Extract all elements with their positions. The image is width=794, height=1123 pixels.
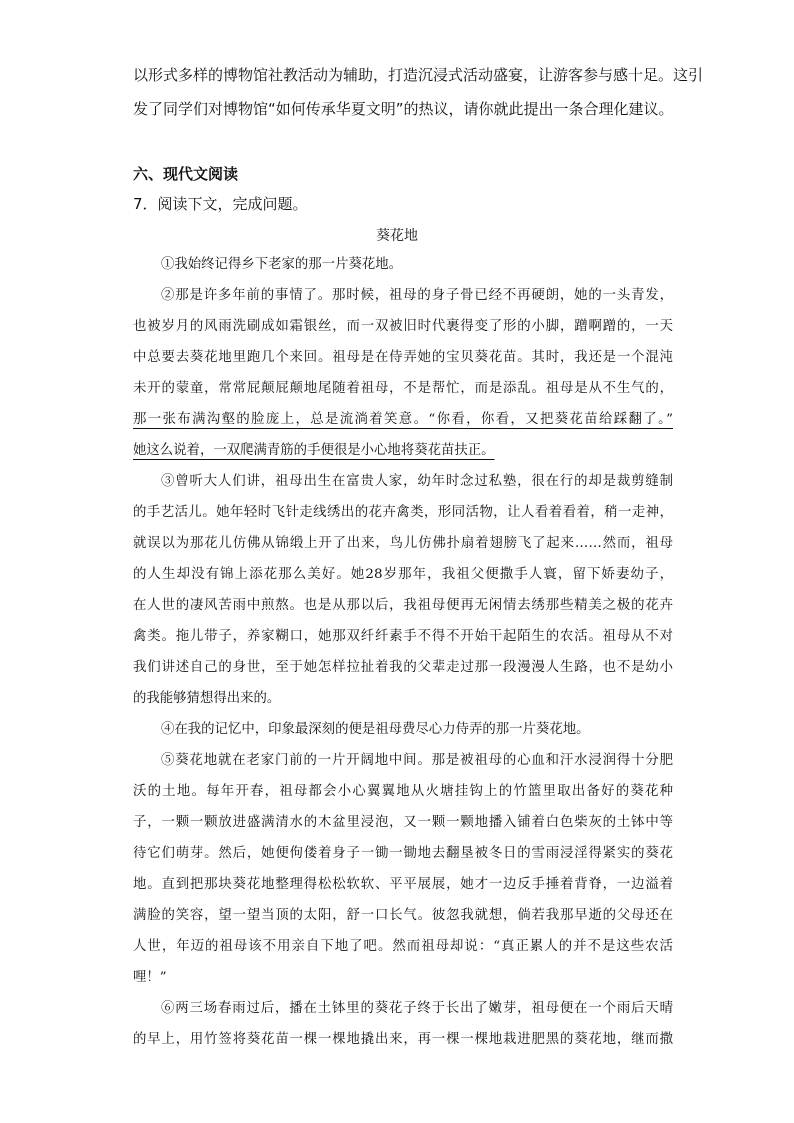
paragraph-line: 人世，年迈的祖母该不用亲自下地了吧。然而祖母却说：“真正累人的并不是这些农活 bbox=[133, 939, 673, 954]
paragraph-line: 哩！” bbox=[133, 970, 167, 985]
paragraph-2 bbox=[133, 280, 673, 466]
paragraph-line: 也被岁月的风雨洗刷成如霜银丝，而一双被旧时代裹得变了形的小脚，蹭啊蹭的，一天 bbox=[133, 319, 673, 334]
paragraph-6 bbox=[133, 993, 673, 1055]
paragraph-line: 地。直到把那块葵花地整理得松松软软、平平展展，她才一边反手捶着背脊，一边溢着 bbox=[133, 877, 673, 892]
paragraph-line: 的手艺活儿。她年轻时飞针走线绣出的花卉禽类，形同活物，让人看着看着，稍一走神， bbox=[133, 505, 673, 520]
paragraph-line: 满脸的笑容，望一望当顶的太阳，舒一口长气。彼忽我就想，倘若我那早逝的父母还在 bbox=[133, 908, 673, 923]
paragraph-line: 就误以为那花儿仿佛从锦缎上开了出来，鸟儿仿佛扑扇着翅膀飞了起来……然而，祖母 bbox=[133, 536, 673, 551]
paragraph-line: 禽类。拖儿带子，养家糊口，她那双纤纤素手不得不开始干起陌生的农活。祖母从不对 bbox=[133, 629, 673, 644]
intro-text bbox=[133, 58, 704, 126]
paragraph-3 bbox=[133, 466, 673, 714]
intro-line-1: 以形式多样的博物馆社教活动为辅助，打造沉浸式活动盛宴，让游客参与感十足。这引 bbox=[133, 66, 704, 84]
paragraph-line: 待它们萌芽。然后，她便佝偻着身子一锄一锄地去翻垦被冬日的雪雨浸淫得紧实的葵花 bbox=[133, 846, 673, 861]
paragraph-1 bbox=[133, 249, 673, 280]
paragraph-line: 中总要去葵花地里跑几个来回。祖母是在侍弄她的宝贝葵花苗。其时，我还是一个混沌 bbox=[133, 350, 673, 365]
paragraph-line: ④在我的记忆中，印象最深刻的便是祖母费尽心力侍弄的那一片葵花地。 bbox=[161, 722, 590, 737]
intro-line-2: 发了同学们对博物馆“如何传承华夏文明”的热议，请你就此提出一条合理化建议。 bbox=[133, 100, 674, 118]
paragraph-line: ①我始终记得乡下老家的那一片葵花地。 bbox=[161, 257, 403, 272]
paragraph-line: 沃的土地。每年开春，祖母都会小心翼翼地从火塘挂钩上的竹篮里取出备好的葵花种 bbox=[133, 784, 673, 799]
paragraph-line: ⑥两三场春雨过后，播在土钵里的葵花子终于长出了嫩芽，祖母便在一个雨后天晴 bbox=[161, 1001, 673, 1016]
paragraph-line: ⑤葵花地就在老家门前的一片开阔地中间。那是被祖母的心血和汗水浸润得十分肥 bbox=[161, 753, 673, 768]
paragraph-line: 我们讲述自己的身世，至于她怎样拉扯着我的父辈走过那一段漫漫人生路，也不是幼小 bbox=[133, 660, 673, 675]
paragraph-line: ②那是许多年前的事情了。那时候，祖母的身子骨已经不再硬朗，她的一头青发， bbox=[161, 288, 673, 303]
paragraph-line: ③曾听大人们讲，祖母出生在富贵人家，幼年时念过私塾，很在行的却是裁剪缝制 bbox=[161, 474, 673, 489]
paragraph-4 bbox=[133, 714, 673, 745]
paragraph-line: 她这么说着，一双爬满青筋的手便很是小心地将葵花苗扶正。 bbox=[133, 443, 495, 458]
section-heading: 六、现代文阅读 bbox=[133, 165, 239, 183]
article-body bbox=[133, 249, 673, 1055]
article-title: 葵花地 bbox=[376, 228, 418, 244]
question-prompt: 7．阅读下文，完成问题。 bbox=[133, 195, 308, 213]
paragraph-line: 未开的蒙童，常常屁颠屁颠地尾随着祖母，不是帮忙，而是添乱。祖母是从不生气的， bbox=[133, 381, 673, 396]
paragraph-line: 的人生却没有锦上添花那么美好。她28岁那年，我祖父便撒手人寰，留下娇妻幼子， bbox=[133, 567, 673, 582]
paragraph-line: 那一张布满沟壑的脸庞上，总是流淌着笑意。“你看，你看，又把葵花苗给踩翻了。” bbox=[133, 412, 673, 427]
paragraph-line: 的早上，用竹签将葵花苗一棵一棵地撬出来，再一棵一棵地栽进肥黑的葵花地，继而撒 bbox=[133, 1032, 673, 1047]
paragraph-line: 子，一颗一颗放进盛满清水的木盆里浸泡，又一颗一颗地播入铺着白色柴灰的土钵中等 bbox=[133, 815, 673, 830]
paragraph-5 bbox=[133, 745, 673, 993]
paragraph-line: 的我能够猜想得出来的。 bbox=[133, 691, 281, 706]
paragraph-line: 在人世的凄风苦雨中煎熬。也是从那以后，我祖母便再无闲情去绣那些精美之极的花卉 bbox=[133, 598, 673, 613]
